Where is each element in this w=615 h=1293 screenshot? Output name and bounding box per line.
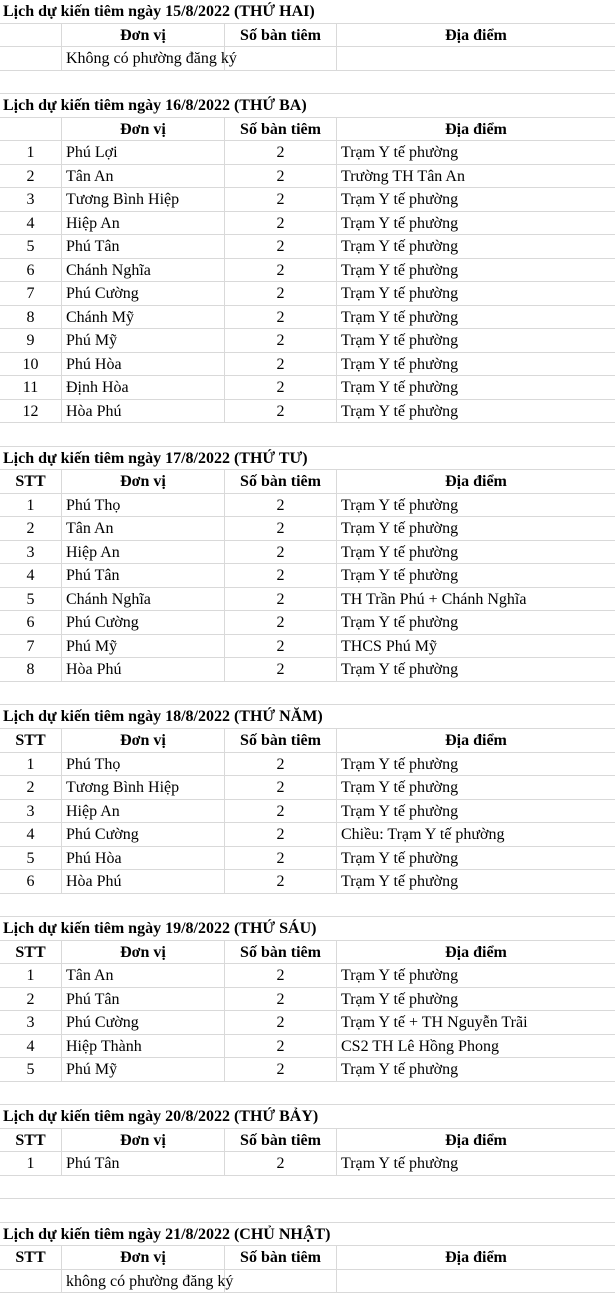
cell-so-ban-tiem[interactable]: 2 xyxy=(225,658,337,681)
cell-empty[interactable] xyxy=(0,47,62,70)
header-dia-diem: Địa điểm xyxy=(445,26,507,44)
cell-don-vi[interactable]: Phú Mỹ xyxy=(62,1058,225,1081)
section-title-row xyxy=(0,447,615,471)
cell-stt[interactable]: 11 xyxy=(0,376,62,399)
header-don-vi: Đơn vị xyxy=(62,729,225,752)
cell-so-ban-tiem[interactable]: 2 xyxy=(225,1035,337,1058)
header-don-vi: Đơn vị xyxy=(62,1129,225,1152)
cell-stt[interactable]: 9 xyxy=(0,329,62,352)
cell-dia-diem[interactable]: Trạm Y tế phường xyxy=(341,755,459,773)
cell-stt[interactable]: 5 xyxy=(0,588,62,611)
cell-dia-diem[interactable]: Trạm Y tế + TH Nguyễn Trãi xyxy=(341,1014,528,1032)
cell-stt[interactable]: 5 xyxy=(0,1058,62,1081)
cell-empty[interactable] xyxy=(337,47,615,70)
table-row xyxy=(0,141,615,165)
cell-don-vi[interactable]: Tân An xyxy=(62,517,225,540)
section-title: Lịch dự kiến tiêm ngày 16/8/2022 (THỨ BA) xyxy=(3,97,307,115)
table-row xyxy=(0,635,615,659)
no-registration-note[interactable]: không có phường đăng ký xyxy=(62,1270,225,1293)
table-row xyxy=(0,376,615,400)
cell-dia-diem[interactable]: Trạm Y tế phường xyxy=(341,191,459,209)
blank-row xyxy=(0,1199,615,1223)
cell-so-ban-tiem[interactable]: 2 xyxy=(225,282,337,305)
section-title-row xyxy=(0,1223,615,1247)
cell-don-vi[interactable]: Phú Thọ xyxy=(62,494,225,517)
cell-dia-diem[interactable]: Trạm Y tế phường xyxy=(341,308,459,326)
cell-dia-diem[interactable]: Trạm Y tế phường xyxy=(341,967,459,985)
cell-stt[interactable]: 2 xyxy=(0,517,62,540)
cell-don-vi[interactable]: Tương Bình Hiệp xyxy=(62,188,225,211)
cell-stt[interactable]: 2 xyxy=(0,165,62,188)
schedule-section xyxy=(0,94,615,447)
header-don-vi: Đơn vị xyxy=(62,470,225,493)
header-stt xyxy=(0,118,62,141)
table-row xyxy=(0,353,615,377)
header-so-ban-tiem: Số bàn tiêm xyxy=(225,118,337,141)
cell-stt[interactable]: 6 xyxy=(0,870,62,893)
cell-don-vi[interactable]: Phú Hòa xyxy=(62,847,225,870)
cell-empty[interactable] xyxy=(337,1270,615,1293)
cell-don-vi[interactable]: Tân An xyxy=(62,165,225,188)
cell-dia-diem[interactable]: Trạm Y tế phường xyxy=(341,520,459,538)
cell-dia-diem[interactable]: Trạm Y tế phường xyxy=(341,402,459,420)
cell-so-ban-tiem[interactable]: 2 xyxy=(225,188,337,211)
cell-dia-diem[interactable]: Trạm Y tế phường xyxy=(341,873,459,891)
section-title: Lịch dự kiến tiêm ngày 19/8/2022 (THỨ SÁU) xyxy=(3,920,317,938)
header-so-ban-tiem: Số bàn tiêm xyxy=(225,729,337,752)
cell-so-ban-tiem[interactable]: 2 xyxy=(225,141,337,164)
cell-don-vi[interactable]: Hiệp An xyxy=(62,541,225,564)
table-row xyxy=(0,823,615,847)
cell-don-vi[interactable]: Hòa Phú xyxy=(62,870,225,893)
table-row xyxy=(0,588,615,612)
header-don-vi: Đơn vị xyxy=(62,941,225,964)
cell-stt[interactable]: 4 xyxy=(0,823,62,846)
blank-row xyxy=(0,1176,615,1200)
cell-so-ban-tiem[interactable]: 2 xyxy=(225,588,337,611)
cell-so-ban-tiem[interactable]: 2 xyxy=(225,564,337,587)
cell-so-ban-tiem[interactable]: 2 xyxy=(225,212,337,235)
cell-dia-diem[interactable]: Trạm Y tế phường xyxy=(341,144,459,162)
table-row xyxy=(0,212,615,236)
table-header-row xyxy=(0,1129,615,1153)
cell-don-vi[interactable]: Phú Cường xyxy=(62,1011,225,1034)
cell-stt[interactable]: 5 xyxy=(0,847,62,870)
cell-stt[interactable]: 7 xyxy=(0,282,62,305)
cell-stt[interactable]: 2 xyxy=(0,988,62,1011)
cell-stt[interactable]: 8 xyxy=(0,306,62,329)
cell-stt[interactable]: 3 xyxy=(0,1011,62,1034)
header-stt: STT xyxy=(0,1129,62,1152)
cell-so-ban-tiem[interactable]: 2 xyxy=(225,400,337,423)
section-title: Lịch dự kiến tiêm ngày 17/8/2022 (THỨ TƯ) xyxy=(3,449,308,467)
header-dia-diem: Địa điểm xyxy=(445,731,507,749)
cell-so-ban-tiem[interactable]: 2 xyxy=(225,259,337,282)
cell-stt[interactable]: 7 xyxy=(0,635,62,658)
cell-so-ban-tiem[interactable]: 2 xyxy=(225,1152,337,1175)
header-so-ban-tiem: Số bàn tiêm xyxy=(225,470,337,493)
cell-don-vi[interactable]: Hòa Phú xyxy=(62,400,225,423)
cell-don-vi[interactable]: Phú Mỹ xyxy=(62,635,225,658)
cell-don-vi[interactable]: Phú Tân xyxy=(62,1152,225,1175)
section-title: Lịch dự kiến tiêm ngày 21/8/2022 (CHỦ NHẬT) xyxy=(3,1225,331,1243)
cell-dia-diem[interactable]: Chiều: Trạm Y tế phường xyxy=(341,826,505,844)
cell-dia-diem[interactable]: Trạm Y tế phường xyxy=(341,661,459,679)
cell-don-vi[interactable]: Hiệp An xyxy=(62,212,225,235)
table-row xyxy=(0,753,615,777)
cell-empty[interactable] xyxy=(225,47,337,70)
table-header-row xyxy=(0,729,615,753)
schedule-section xyxy=(0,0,615,94)
cell-don-vi[interactable]: Hiệp Thành xyxy=(62,1035,225,1058)
table-row xyxy=(0,188,615,212)
cell-dia-diem[interactable]: Trạm Y tế phường xyxy=(341,238,459,256)
cell-so-ban-tiem[interactable]: 2 xyxy=(225,1011,337,1034)
cell-dia-diem[interactable]: Trạm Y tế phường xyxy=(341,802,459,820)
header-dia-diem: Địa điểm xyxy=(445,473,507,491)
header-so-ban-tiem: Số bàn tiêm xyxy=(225,941,337,964)
cell-so-ban-tiem[interactable]: 2 xyxy=(225,800,337,823)
cell-so-ban-tiem[interactable]: 2 xyxy=(225,329,337,352)
cell-dia-diem[interactable]: Trạm Y tế phường xyxy=(341,214,459,232)
header-so-ban-tiem: Số bàn tiêm xyxy=(225,1246,337,1269)
table-row xyxy=(0,329,615,353)
cell-stt[interactable]: 1 xyxy=(0,964,62,987)
schedule-section xyxy=(0,1223,615,1293)
header-dia-diem: Địa điểm xyxy=(445,1131,507,1149)
cell-dia-diem[interactable]: Trạm Y tế phường xyxy=(341,355,459,373)
cell-stt[interactable]: 1 xyxy=(0,494,62,517)
table-row xyxy=(0,611,615,635)
table-row xyxy=(0,306,615,330)
cell-don-vi[interactable]: Chánh Mỹ xyxy=(62,306,225,329)
cell-so-ban-tiem[interactable]: 2 xyxy=(225,847,337,870)
blank-row xyxy=(0,682,615,706)
cell-don-vi[interactable]: Phú Cường xyxy=(62,823,225,846)
section-title: Lịch dự kiến tiêm ngày 18/8/2022 (THỨ NĂM) xyxy=(3,708,323,726)
cell-stt[interactable]: 8 xyxy=(0,658,62,681)
schedule-section xyxy=(0,447,615,706)
table-row xyxy=(0,776,615,800)
cell-dia-diem[interactable]: Trạm Y tế phường xyxy=(341,990,459,1008)
cell-so-ban-tiem[interactable]: 2 xyxy=(225,964,337,987)
cell-don-vi[interactable]: Phú Thọ xyxy=(62,753,225,776)
cell-dia-diem[interactable]: Trường TH Tân An xyxy=(341,167,465,185)
cell-don-vi[interactable]: Phú Cường xyxy=(62,611,225,634)
cell-dia-diem[interactable]: TH Trần Phú + Chánh Nghĩa xyxy=(341,590,527,608)
cell-don-vi[interactable]: Chánh Nghĩa xyxy=(62,259,225,282)
cell-so-ban-tiem[interactable]: 2 xyxy=(225,353,337,376)
cell-stt[interactable]: 12 xyxy=(0,400,62,423)
cell-stt[interactable]: 6 xyxy=(0,259,62,282)
cell-don-vi[interactable]: Định Hòa xyxy=(62,376,225,399)
cell-dia-diem[interactable]: Trạm Y tế phường xyxy=(341,285,459,303)
section-title-row xyxy=(0,94,615,118)
header-dia-diem: Địa điểm xyxy=(445,943,507,961)
cell-empty[interactable] xyxy=(0,1270,62,1293)
section-title-row xyxy=(0,705,615,729)
cell-don-vi[interactable]: Chánh Nghĩa xyxy=(62,588,225,611)
cell-stt[interactable]: 5 xyxy=(0,235,62,258)
cell-so-ban-tiem[interactable]: 2 xyxy=(225,635,337,658)
blank-row xyxy=(0,71,615,95)
cell-so-ban-tiem[interactable]: 2 xyxy=(225,376,337,399)
section-title: Lịch dự kiến tiêm ngày 20/8/2022 (THỨ BẢY) xyxy=(3,1108,319,1126)
table-row xyxy=(0,658,615,682)
cell-don-vi[interactable]: Tân An xyxy=(62,964,225,987)
table-header-row xyxy=(0,941,615,965)
blank-row xyxy=(0,1082,615,1106)
cell-dia-diem[interactable]: Trạm Y tế phường xyxy=(341,1155,459,1173)
cell-dia-diem[interactable]: Trạm Y tế phường xyxy=(341,849,459,867)
table-row xyxy=(0,235,615,259)
cell-stt[interactable]: 4 xyxy=(0,1035,62,1058)
cell-so-ban-tiem[interactable]: 2 xyxy=(225,165,337,188)
table-header-row xyxy=(0,470,615,494)
cell-stt[interactable]: 1 xyxy=(0,1152,62,1175)
cell-stt[interactable]: 1 xyxy=(0,141,62,164)
header-stt xyxy=(0,24,62,47)
table-row xyxy=(0,517,615,541)
cell-dia-diem[interactable]: Trạm Y tế phường xyxy=(341,496,459,514)
cell-don-vi[interactable]: Hòa Phú xyxy=(62,658,225,681)
table-row xyxy=(0,800,615,824)
cell-so-ban-tiem[interactable]: 2 xyxy=(225,235,337,258)
header-don-vi: Đơn vị xyxy=(62,118,225,141)
blank-row xyxy=(0,423,615,447)
header-stt: STT xyxy=(0,941,62,964)
cell-stt[interactable]: 2 xyxy=(0,776,62,799)
cell-dia-diem[interactable]: Trạm Y tế phường xyxy=(341,379,459,397)
cell-stt[interactable]: 3 xyxy=(0,800,62,823)
cell-don-vi[interactable]: Phú Tân xyxy=(62,235,225,258)
cell-so-ban-tiem[interactable]: 2 xyxy=(225,1058,337,1081)
header-so-ban-tiem: Số bàn tiêm xyxy=(225,1129,337,1152)
cell-don-vi[interactable]: Phú Tân xyxy=(62,564,225,587)
header-stt: STT xyxy=(0,1246,62,1269)
cell-don-vi[interactable]: Phú Tân xyxy=(62,988,225,1011)
schedule-section xyxy=(0,1105,615,1223)
cell-stt[interactable]: 3 xyxy=(0,541,62,564)
section-title-row xyxy=(0,0,615,24)
table-row xyxy=(0,988,615,1012)
table-row xyxy=(0,870,615,894)
cell-dia-diem[interactable]: Trạm Y tế phường xyxy=(341,1061,459,1079)
cell-so-ban-tiem[interactable]: 2 xyxy=(225,517,337,540)
cell-stt[interactable]: 6 xyxy=(0,611,62,634)
schedule-section xyxy=(0,705,615,917)
header-don-vi: Đơn vị xyxy=(62,24,225,47)
cell-so-ban-tiem[interactable]: 2 xyxy=(225,541,337,564)
table-row xyxy=(0,165,615,189)
cell-empty[interactable] xyxy=(225,1270,337,1293)
header-don-vi: Đơn vị xyxy=(62,1246,225,1269)
table-row xyxy=(0,1011,615,1035)
table-row xyxy=(0,1058,615,1082)
cell-stt[interactable]: 10 xyxy=(0,353,62,376)
table-row xyxy=(0,1035,615,1059)
header-dia-diem: Địa điểm xyxy=(445,1249,507,1267)
section-title-row xyxy=(0,917,615,941)
table-row xyxy=(0,494,615,518)
cell-so-ban-tiem[interactable]: 2 xyxy=(225,494,337,517)
cell-so-ban-tiem[interactable]: 2 xyxy=(225,776,337,799)
cell-dia-diem[interactable]: Trạm Y tế phường xyxy=(341,567,459,585)
cell-so-ban-tiem[interactable]: 2 xyxy=(225,870,337,893)
cell-dia-diem[interactable]: CS2 TH Lê Hồng Phong xyxy=(341,1037,499,1055)
cell-so-ban-tiem[interactable]: 2 xyxy=(225,306,337,329)
table-row xyxy=(0,564,615,588)
section-title: Lịch dự kiến tiêm ngày 15/8/2022 (THỨ HAI) xyxy=(3,3,315,20)
cell-so-ban-tiem[interactable]: 2 xyxy=(225,611,337,634)
cell-don-vi[interactable]: Hiệp An xyxy=(62,800,225,823)
cell-so-ban-tiem[interactable]: 2 xyxy=(225,823,337,846)
table-header-row xyxy=(0,24,615,48)
cell-stt[interactable]: 4 xyxy=(0,564,62,587)
cell-don-vi[interactable]: Phú Mỹ xyxy=(62,329,225,352)
no-registration-row xyxy=(0,1270,615,1293)
header-stt: STT xyxy=(0,470,62,493)
cell-stt[interactable]: 1 xyxy=(0,753,62,776)
no-registration-note[interactable]: Không có phường đăng ký xyxy=(62,47,225,70)
cell-don-vi[interactable]: Phú Hòa xyxy=(62,353,225,376)
table-row xyxy=(0,541,615,565)
table-header-row xyxy=(0,1246,615,1270)
schedule-section xyxy=(0,917,615,1105)
header-stt: STT xyxy=(0,729,62,752)
cell-stt[interactable]: 4 xyxy=(0,212,62,235)
cell-don-vi[interactable]: Phú Lợi xyxy=(62,141,225,164)
no-registration-row xyxy=(0,47,615,71)
cell-don-vi[interactable]: Phú Cường xyxy=(62,282,225,305)
section-title-row xyxy=(0,1105,615,1129)
table-header-row xyxy=(0,118,615,142)
cell-dia-diem[interactable]: Trạm Y tế phường xyxy=(341,332,459,350)
cell-dia-diem[interactable]: Trạm Y tế phường xyxy=(341,614,459,632)
table-row xyxy=(0,847,615,871)
table-row xyxy=(0,400,615,424)
cell-dia-diem[interactable]: Trạm Y tế phường xyxy=(341,779,459,797)
table-row xyxy=(0,964,615,988)
cell-dia-diem[interactable]: THCS Phú Mỹ xyxy=(341,637,438,655)
header-so-ban-tiem: Số bàn tiêm xyxy=(225,24,337,47)
cell-so-ban-tiem[interactable]: 2 xyxy=(225,988,337,1011)
cell-dia-diem[interactable]: Trạm Y tế phường xyxy=(341,543,459,561)
cell-so-ban-tiem[interactable]: 2 xyxy=(225,753,337,776)
header-dia-diem: Địa điểm xyxy=(445,120,507,138)
blank-row xyxy=(0,894,615,918)
cell-stt[interactable]: 3 xyxy=(0,188,62,211)
table-row xyxy=(0,1152,615,1176)
table-row xyxy=(0,282,615,306)
cell-don-vi[interactable]: Tương Bình Hiệp xyxy=(62,776,225,799)
table-row xyxy=(0,259,615,283)
cell-dia-diem[interactable]: Trạm Y tế phường xyxy=(341,261,459,279)
